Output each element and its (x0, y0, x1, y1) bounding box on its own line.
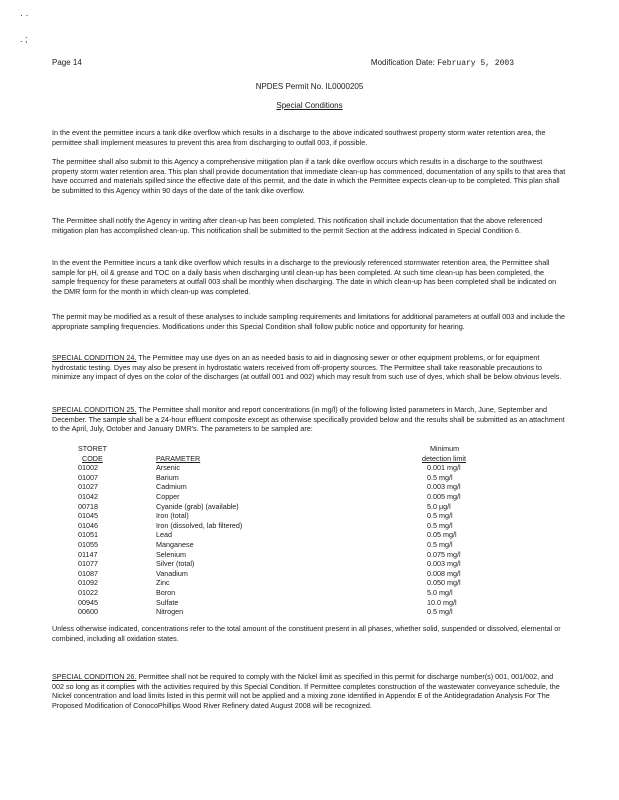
paragraph: The Permittee shall notify the Agency in writing after clean-up has been completed. This notification shall include documentation that the above referenced mitigation plan has accomplished clean-up. This notification shall be submitted to the permit Section at the address indicated in Special Condition 6. (52, 216, 543, 235)
paragraph: In the event the permittee incurs a tank dike overflow which results in a discharge to the above indicated southwest property storm water retention area, the permittee shall implement measures to prevent this area from discharging to outfall 003, if possible. (52, 128, 546, 147)
table-row (78, 492, 478, 502)
condition-label: SPECIAL CONDITION 26. (52, 672, 137, 681)
storet-code: 01046 (78, 520, 98, 530)
detection-limit: 5.0 µg/l (427, 501, 451, 511)
parameter-name: Sulfate (156, 597, 179, 607)
storet-code: 01042 (78, 491, 98, 501)
detection-limit: 0.5 mg/l (427, 607, 453, 617)
permit-number: NPDES Permit No. IL0000205 (255, 82, 364, 91)
table-body (78, 463, 478, 617)
parameter-name: Zinc (156, 578, 170, 588)
scan-mark: · · (20, 10, 29, 20)
parameter-name: Selenium (156, 549, 186, 559)
storet-code: 01051 (78, 530, 98, 540)
header-storet: STORET (78, 444, 108, 453)
condition-label: SPECIAL CONDITION 25. (52, 405, 137, 414)
scan-marks (20, 10, 29, 44)
parameter-name: Copper (156, 491, 180, 501)
parameter-name: Cadmium (156, 482, 187, 492)
detection-limit: 0.005 mg/l (427, 491, 461, 501)
table-row (78, 598, 478, 608)
storet-code: 01045 (78, 511, 98, 521)
parameter-name: Barium (156, 472, 179, 482)
detection-limit: 0.050 mg/l (427, 578, 461, 588)
paragraph-after-table: Unless otherwise indicated, concentrations refer to the total amount of the constituent present in all phases, whether solid, suspended or dissolved, elemental or combined, including all oxidation states. (52, 624, 561, 643)
parameter-name: Iron (dissolved, lab filtered) (156, 520, 243, 530)
parameter-name: Boron (156, 587, 176, 597)
detection-limit: 0.5 mg/l (427, 539, 453, 549)
parameter-name: Nitrogen (156, 607, 184, 617)
storet-code: 01002 (78, 463, 98, 473)
parameter-name: Iron (total) (156, 511, 189, 521)
detection-limit: 5.0 mg/l (427, 587, 453, 597)
parameter-name: Lead (156, 530, 172, 540)
table-row (78, 569, 478, 579)
storet-code: 01027 (78, 482, 98, 492)
storet-code: 01147 (78, 549, 98, 559)
table-row (78, 607, 478, 617)
detection-limit: 0.001 mg/l (427, 463, 461, 473)
table-row (78, 530, 478, 540)
paragraph: The permit may be modified as a result of these analyses to include sampling requirements and limitations for additional parameters at outfall 003 and include the appropriate sampling frequencies. Modifications under this Special Condition shall follow public notice and opportunity for hearing. (52, 312, 565, 331)
table-row (78, 482, 478, 492)
table-row (78, 511, 478, 521)
table-row (78, 521, 478, 531)
parameter-name: Vanadium (156, 568, 188, 578)
paragraph: In the event the Permittee incurs a tank dike overflow which results in a discharge to the previously referenced stormwater retention area, the Permittee shall sample for pH, oil & grease and TOC on a daily basis when discharging until clean-up has been completed. At such time clean-up has been completed, the sample frequency for these parameters at outfall 003 shall be monthly when discharging. The date in which clean-up has been completed shall be indicated on the DMR form for the month in which clean-up was completed. (52, 258, 557, 296)
detection-limit: 0.5 mg/l (427, 511, 453, 521)
modification-date (371, 58, 514, 68)
condition-text: The Permittee may use dyes on an as needed basis to aid in diagnosing sewer or other equipment problems, or for equipment hydrostatic testing. Dyes may also be present in hydrostatic waters received from off-property sources. The Permittee shall take reasonable precautions to minimize any impact of dyes on the color of the discharges (at outfall 001 and 002) which may result from such use of dyes, which shall be below obvious levels. (52, 353, 562, 382)
page-number: Page 14 (52, 58, 82, 67)
header-detection-limit: detection limit (422, 453, 466, 463)
parameter-name: Manganese (156, 539, 194, 549)
special-conditions-title: Special Conditions (276, 101, 343, 110)
detection-limit: 0.5 mg/l (427, 520, 453, 530)
special-condition-25 (52, 405, 566, 434)
condition-text: The Permittee shall monitor and report concentrations (in mg/l) of the following listed parameters in March, June, September and December. The sample shall be a 24-hour effluent composite except as otherwise specifically provided below and the results shall be submitted as an attachment to the April, July, October and January DMR's. The parameters to be sampled are: (52, 405, 565, 434)
header-minimum: Minimum (430, 444, 460, 453)
storet-code: 00945 (78, 597, 98, 607)
detection-limit: 0.008 mg/l (427, 568, 461, 578)
scan-mark: . ; (20, 34, 28, 44)
storet-code: 01087 (78, 568, 98, 578)
table-row (78, 502, 478, 512)
detection-limit: 0.003 mg/l (427, 559, 461, 569)
special-condition-26 (52, 672, 566, 710)
special-condition-24 (52, 353, 566, 382)
modification-label: Modification Date: (370, 58, 435, 67)
header-code: CODE (82, 453, 103, 463)
header-parameter: PARAMETER (156, 453, 201, 463)
storet-code: 01092 (78, 578, 98, 588)
detection-limit: 0.5 mg/l (427, 472, 453, 482)
table-row (78, 540, 478, 550)
storet-code: 01055 (78, 539, 98, 549)
detection-limit: 0.05 mg/l (427, 530, 457, 540)
storet-code: 01007 (78, 472, 98, 482)
table-row (78, 550, 478, 560)
table-header-row (78, 444, 478, 454)
table-header-row (78, 454, 478, 464)
table-row (78, 559, 478, 569)
parameter-name: Silver (total) (156, 559, 195, 569)
table-row (78, 588, 478, 598)
parameters-table (78, 444, 478, 617)
detection-limit: 0.075 mg/l (427, 549, 461, 559)
parameter-name: Arsenic (156, 463, 180, 473)
table-row (78, 463, 478, 473)
storet-code: 01077 (78, 559, 98, 569)
storet-code: 00600 (78, 607, 98, 617)
storet-code: 00718 (78, 501, 98, 511)
condition-text: Permittee shall not be required to comply with the Nickel limit as specified in this permit for discharge number(s) 001, 001/002, and 002 so long as it complies with the activities required by this Special Condition. If Permittee completes construction of the wastewater conveyance schedule, the Nickel concentration and load limits listed in this permit will not be applied and a mixing zone identified in Appendix E of the Antidegradation Analysis For The Proposed Modification of ConocoPhillips Wood River Refinery dated August 2008 will be recognized. (52, 672, 560, 710)
paragraph: The permittee shall also submit to this Agency a comprehensive mitigation plan if a tank dike overflow occurs which results in a discharge to the southwest property storm water retention area. This plan shall provide documentation that immediate clean-up has commenced, documentation of any spills to that area that have occurred and materials spilled since the effective date of this permit, and the date in which the Permittee expects clean-up to be completed. This plan shall be submitted to this Agency within 90 days of the date of the tank dike overflow. (52, 157, 566, 195)
table-row (78, 578, 478, 588)
table-row (78, 473, 478, 483)
storet-code: 01022 (78, 587, 98, 597)
detection-limit: 0.003 mg/l (427, 482, 461, 492)
detection-limit: 10.0 mg/l (427, 597, 457, 607)
modification-date-value: February 5, 2003 (437, 59, 514, 68)
parameter-name: Cyanide (grab) (available) (156, 501, 239, 511)
condition-label: SPECIAL CONDITION 24. (52, 353, 137, 362)
